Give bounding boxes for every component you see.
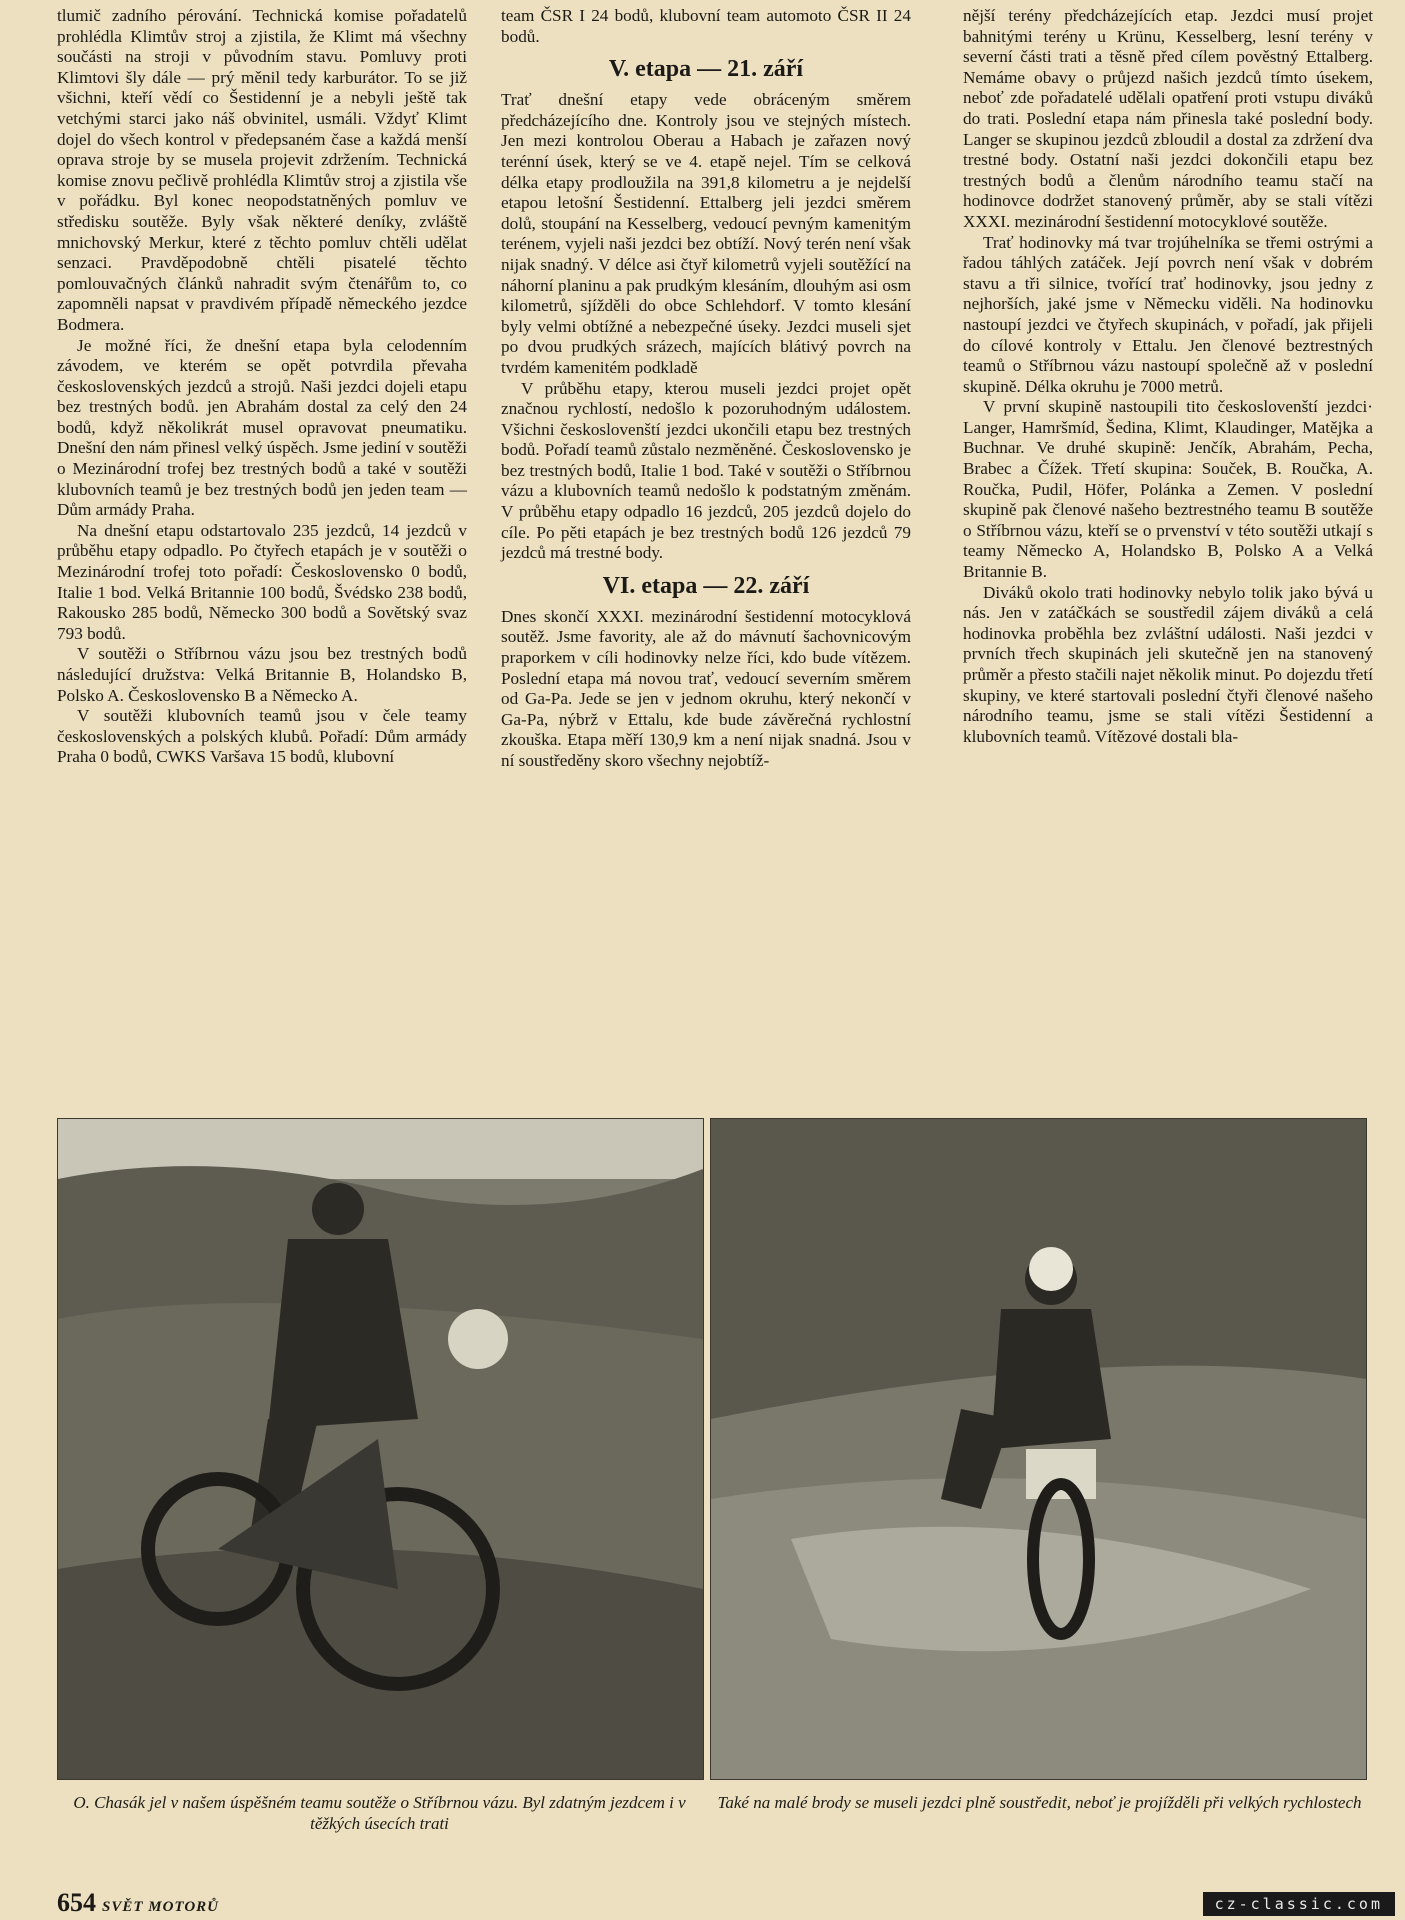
section-heading-stage-5: V. etapa — 21. září — [608, 56, 804, 83]
paragraph: Trať hodinovky má tvar trojúhelníka se třemi ostrými a řadou táhlých zatáček. Její povrch není však v dobrém stavu a tři silnice, tvořící trať hodinovky, jsou jedny z nejhorších, jaké jsme v Německu viděli. Na hodinovku nastoupí jezdci ve čtyřech skupinách, v pořadí, jak přijeli do cílové kontroly v Ettalu. Jen členové beztrestných teamů o Stříbrnou vázu nastoupí společně až v poslední skupině. Délka okruhu je 7000 metrů. — [963, 232, 1373, 396]
photo-caption-left: O. Chasák jel v našem úspěšném teamu soutěže o Stříbrnou vázu. Byl zdatným jezdcem i v těžkých úsecích trati — [73, 1793, 686, 1833]
paragraph: V průběhu etapy, kterou museli jezdci projet opět značnou rychlostí, nedošlo k pozoruhodným událostem. Všichni českoslovenští jezdci ukončili etapu bez trestných bodů. Pořadí teamů zůstalo nezměněné. Československo je bez trestných bodů, Italie 1 bod. Také v soutěži o Stříbrnou vázu a klubovních teamů nedošlo k podstatným změnám. V průběhu etapy odpadlo 16 jezdců, 205 jezdců dojelo do cíle. Po pěti etapách je bez trestných bodů 126 jezdců 79 jezdců má trestné body. — [501, 378, 911, 563]
paragraph: Je možné říci, že dnešní etapa byla celodenním závodem, ve kterém se opět potvrdila převaha československých jezdců a strojů. Naši jezdci dojeli etapu bez trestných bodů. jen Abrahám dostal za celý den 24 bodů, když několikrát musel opravovat pneumatiku. Dnešní den nám přinesl velký úspěch. Jsme jediní v soutěži o Mezinárodní trofej bez trestných bodů a také v soutěži klubovních teamů je bez trestných bodů jen jeden team — Dům armády Praha. — [57, 335, 467, 520]
paragraph: V soutěži o Stříbrnou vázu jsou bez trestných bodů následující družstva: Velká Britannie B, Holandsko B, Polsko A. Československo B a Německo A. — [57, 644, 467, 705]
paragraph: Trať dnešní etapy vede obráceným směrem předcházejícího dne. Kontroly jsou ve stejných místech. Jen mezi kontrolou Oberau a Habach je zařazen nový terénní úsek, který se ve 4. etapě nejel. Tím se celková délka etapy prodloužila na 391,8 kilometru a je nejdelší etapou letošní Šestidenní. Ettalberg jeli jezdci směrem dolů, stoupání na Kesselberg, vedoucí pevným kamenitým terénem, vyjeli naši jezdci bez obtíží. Nový terén není však nijak snadný. V délce asi čtyř kilometrů vyjeli soutěžící na náhorní planinu a pak prudkým klesáním, dlouhým asi osm kilometrů, sjížděli do obce Schlehdorf. V tomto klesání byly velmi obtížné a nebezpečné úseky. Jezdci museli sjet po dvou prudkých srázech, majících blátivý povrch na tvrdém kamenitém podkladě — [501, 90, 911, 377]
page-footer — [57, 1888, 219, 1918]
paragraph: V první skupině nastoupili tito českoslovenští jezdci· Langer, Hamršmíd, Šedina, Klimt, Klaudinger, Matějka a Buchnar. Ve druhé skupině: Jenčík, Abrahám, Pecha, Brabec a Čížek. Třetí skupina: Souček, B. Roučka, A. Roučka, Pudil, Höfer, Polánka a Zemen. V poslední skupině pak členové našeho beztrestného teamu B soutěže o Stříbrnou vázu, kteří se o prvenství v této soutěži utkají s teamy Německo A, Holandsko B, Polsko A a Velká Britannie B. — [963, 397, 1373, 582]
photo-rider-ford — [710, 1118, 1367, 1780]
paragraph: Na dnešní etapu odstartovalo 235 jezdců, 14 jezdců v průběhu etapy odpadlo. Po čtyřech etapách je v soutěži o Mezinárodní trofej toto pořadí: Československo 0 bodů, Italie 1 bod. Velká Britannie 100 bodů, Švédsko 238 bodů, Rakousko 285 bodů, Německo 300 bodů a Sovětský svaz 793 bodů. — [57, 520, 467, 643]
paragraph: V soutěži klubovních teamů jsou v čele teamy československých a polských klubů. Pořadí: Dům armády Praha 0 bodů, CWKS Varšava 15 bodů, klubovní — [57, 706, 467, 767]
photo-rider-offroad — [57, 1118, 704, 1780]
paragraph: nější terény předcházejících etap. Jezdci musí projet bahnitými terény u Krünu, Kesselberg, lesní terény v severní části trati a těsně před cílem pověstný Ettalberg. Nemáme obavy o průjezd našich jezdců tímto úsekem, neboť zde pořadatelé udělali opatření proti vstupu diváků do trati. Poslední etapa nám přinesla také poslední body. Langer se skupinou jezdců zbloudil a dostal za zdržení dva trestné body. Ostatní naši jezdci dokončili etapu bez trestných bodů a členům národního teamu stačí na hodinovce dodržet stanovený průměr, aby se stali vítězi XXXI. mezinárodní šestidenní motocyklové soutěže. — [963, 6, 1373, 231]
photo-caption-right: Také na malé brody se museli jezdci plně soustředit, neboť je projížděli při velkých rychlostech — [717, 1793, 1362, 1812]
article-column-1 — [57, 6, 467, 768]
paragraph: Diváků okolo trati hodinovky nebylo tolik jako bývá u nás. Jen v zatáčkách se soustředil zájem diváků a celá hodinovka proběhla bez zvláštní události. Naši jezdci v prvních třech skupinách jeli skutečně jen na stanovený průměr a přesto stačili najet několik minut. Po dojezdu třetí skupiny, ve které startovali poslední čtyři členové našeho národního teamu, jsme se stali vítězi Šestidenní a klubovních teamů. Vítězové dostali bla- — [963, 582, 1373, 746]
paragraph: Dnes skončí XXXI. mezinárodní šestidenní motocyklová soutěž. Jsme favority, ale až do mávnutí šachovnicovým praporkem v cíli hodinovky nelze říci, kdo bude vítězem. Poslední etapa má novou trať, vedoucí severním směrem od Ga-Pa. Jede se jen v jednom okruhu, který nekončí v Ga-Pa, nýbrž v Ettalu, kde bude závěrečná rychlostní zkouška. Etapa měří 130,9 km a není nijak snadná. Jsou v ní soustředěny skoro všechny nejobtíž- — [501, 606, 911, 770]
paragraph: tlumič zadního pérování. Technická komise pořadatelů prohlédla Klimtův stroj a zjistila, že Klimt má všechny součásti na stroji v původním stavu. Pomluvy proti Klimtovi šly dále — prý měnil tedy karburátor. To se již všichni, kteří vědí co Šestidenní je a nebyli ještě tak vetchými starci jako náš obvinitel, usmáli. Vždyť Klimt dojel do všech kontrol v předepsaném čase a každá menší oprava stroje by se musela projevit zdržením. Technická komise znovu pečlivě prohlédla Klimtův stroj a zjistila vše v pořádku. Byl konec neopodstatněných pomluv ve středisku soutěže. Byly však některé deníky, zvláště mnichovský Merkur, které z těchto pomluv chtěli udělat senzaci. Pravděpodobně chtěli pisatelé těchto pomlouvačných článků nahradit svým čtenářům to, co zapomněli napsat v pravdivém případě německého jezdce Bodmera. — [57, 6, 467, 334]
magazine-name: SVĚT MOTORŮ — [102, 1899, 219, 1915]
watermark: cz-classic.com — [1203, 1892, 1395, 1916]
section-heading-stage-6: VI. etapa — 22. září — [602, 572, 810, 599]
article-column-3 — [963, 6, 1373, 747]
page-number: 654 — [57, 1888, 96, 1917]
article-column-2 — [501, 6, 911, 772]
paragraph: team ČSR I 24 bodů, klubovní team automoto ČSR II 24 bodů. — [501, 6, 911, 46]
